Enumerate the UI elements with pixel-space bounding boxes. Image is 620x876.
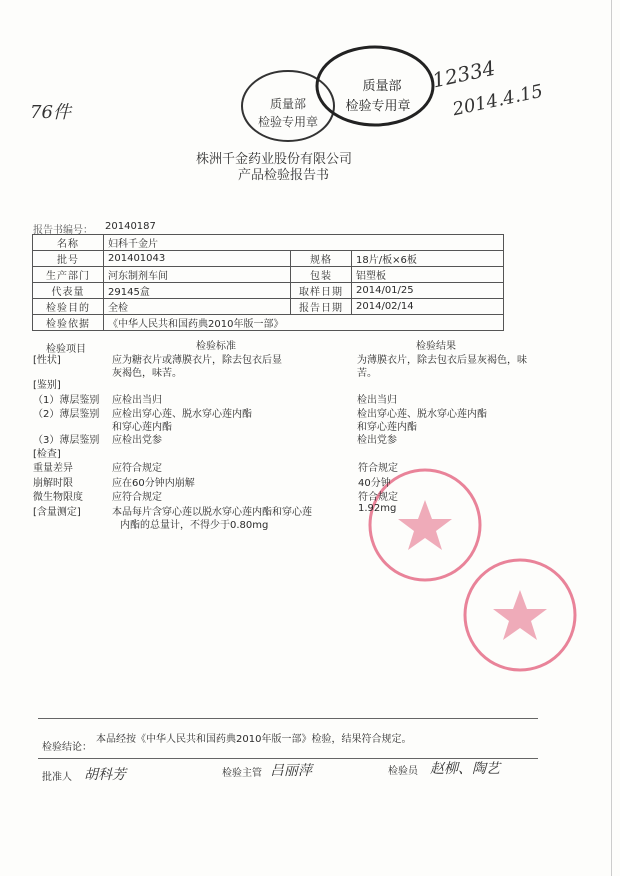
item-name: （3）薄层鉴别 — [33, 435, 100, 446]
purpose-label: 检验目的 — [33, 299, 104, 315]
item-standard: 应检出穿心莲、脱水穿心莲内酯 — [112, 409, 252, 420]
red-seal-1-star — [398, 500, 452, 550]
pack-value: 铝塑板 — [352, 267, 504, 283]
approver-signature: 胡科芳 — [84, 767, 126, 783]
item-standard: 应符合规定 — [112, 492, 162, 503]
conclusion-label: 检验结论： — [42, 742, 92, 753]
item-name: （2）薄层鉴别 — [33, 409, 100, 420]
item-standard: 应为糖衣片或薄膜衣片，除去包衣后显 — [112, 355, 282, 366]
header-item: 检验项目 — [46, 344, 86, 355]
inspector-label: 检验员 — [388, 766, 418, 777]
item-result: 检出党参 — [357, 435, 397, 446]
item-standard: 应在60分钟内崩解 — [112, 478, 195, 489]
divider — [38, 718, 538, 719]
item-standard-cont: 和穿心莲内酯 — [112, 422, 172, 433]
batch-label: 批号 — [33, 251, 104, 267]
name-label: 名称 — [33, 235, 104, 251]
company-name: 株洲千金药业股份有限公司 — [196, 152, 353, 167]
supervisor-signature: 吕丽萍 — [270, 763, 312, 779]
item-name: 微生物限度 — [33, 492, 83, 503]
handwritten-date: 2014.4.15 — [450, 80, 545, 121]
stamp1-line1: 质量部 — [269, 97, 307, 111]
report-no-label: 报告书编号： — [33, 225, 93, 236]
spec-value: 18片/板×6板 — [352, 251, 504, 267]
item-standard: 本品每片含穿心莲以脱水穿心莲内酯和穿心莲 — [112, 507, 312, 518]
basis-value: 《中华人民共和国药典2010年版一部》 — [104, 315, 504, 331]
item-standard-cont: 灰褐色，味苦。 — [112, 368, 182, 379]
item-name: [含量测定] — [33, 507, 81, 518]
stamp2-line1: 质量部 — [362, 79, 402, 94]
inspector-signature: 赵柳、陶艺 — [430, 761, 500, 777]
item-result: 检出穿心莲、脱水穿心莲内酯 — [357, 409, 487, 420]
stamp2-line2: 检验专用章 — [345, 99, 411, 114]
item-standard: 应检出当归 — [112, 395, 162, 406]
conclusion-text: 本品经按《中华人民共和国药典2010年版一部》检验，结果符合规定。 — [96, 734, 412, 745]
item-standard: 应符合规定 — [112, 463, 162, 474]
item-standard: 应检出党参 — [112, 435, 162, 446]
purpose-value: 全检 — [104, 299, 291, 315]
scan-edge — [611, 0, 612, 876]
item-name: [鉴别] — [33, 380, 61, 391]
dept-label: 生产部门 — [33, 267, 104, 283]
item-name: [性状] — [33, 355, 61, 366]
report-no-value: 20140187 — [105, 221, 156, 232]
item-name: 重量差异 — [33, 463, 73, 474]
handwritten-number: 12334 — [430, 55, 498, 93]
handwritten-count: 76件 — [30, 102, 71, 123]
supervisor-label: 检验主管 — [222, 768, 262, 779]
item-name: [检查] — [33, 449, 61, 460]
name-value: 妇科千金片 — [104, 235, 504, 251]
product-info-table — [32, 234, 504, 331]
spec-label: 规格 — [291, 251, 352, 267]
item-result: 符合规定 — [358, 463, 398, 474]
report-date-value: 2014/02/14 — [352, 299, 504, 315]
item-result: 为薄膜衣片，除去包衣后显灰褐色，味 — [357, 355, 527, 366]
quality-stamps — [220, 28, 450, 148]
item-result: 符合规定 — [358, 492, 398, 503]
stamp1-line2: 检验专用章 — [257, 115, 319, 129]
header-result: 检验结果 — [416, 341, 456, 352]
item-standard-cont: 内酯的总量计，不得少于0.80mg — [120, 520, 269, 531]
report-title: 产品检验报告书 — [238, 168, 330, 183]
qty-value: 29145盒 — [104, 283, 291, 299]
sample-date-label: 取样日期 — [291, 283, 352, 299]
item-result: 40分钟 — [358, 478, 391, 489]
item-name: （1）薄层鉴别 — [33, 395, 100, 406]
item-name: 崩解时限 — [33, 478, 73, 489]
sample-date-value: 2014/01/25 — [352, 283, 504, 299]
item-result-cont: 苦。 — [357, 368, 377, 379]
item-result-cont: 和穿心莲内酯 — [357, 422, 417, 433]
pack-label: 包装 — [291, 267, 352, 283]
basis-label: 检验依据 — [33, 315, 104, 331]
approver-label: 批准人 — [42, 772, 72, 783]
qty-label: 代表量 — [33, 283, 104, 299]
item-result: 检出当归 — [357, 395, 397, 406]
red-seal-2-star — [493, 590, 547, 640]
batch-value: 201401043 — [104, 251, 291, 267]
dept-value: 河东制剂车间 — [104, 267, 291, 283]
header-standard: 检验标准 — [196, 341, 236, 352]
item-result: 1.92mg — [358, 503, 397, 514]
report-date-label: 报告日期 — [291, 299, 352, 315]
